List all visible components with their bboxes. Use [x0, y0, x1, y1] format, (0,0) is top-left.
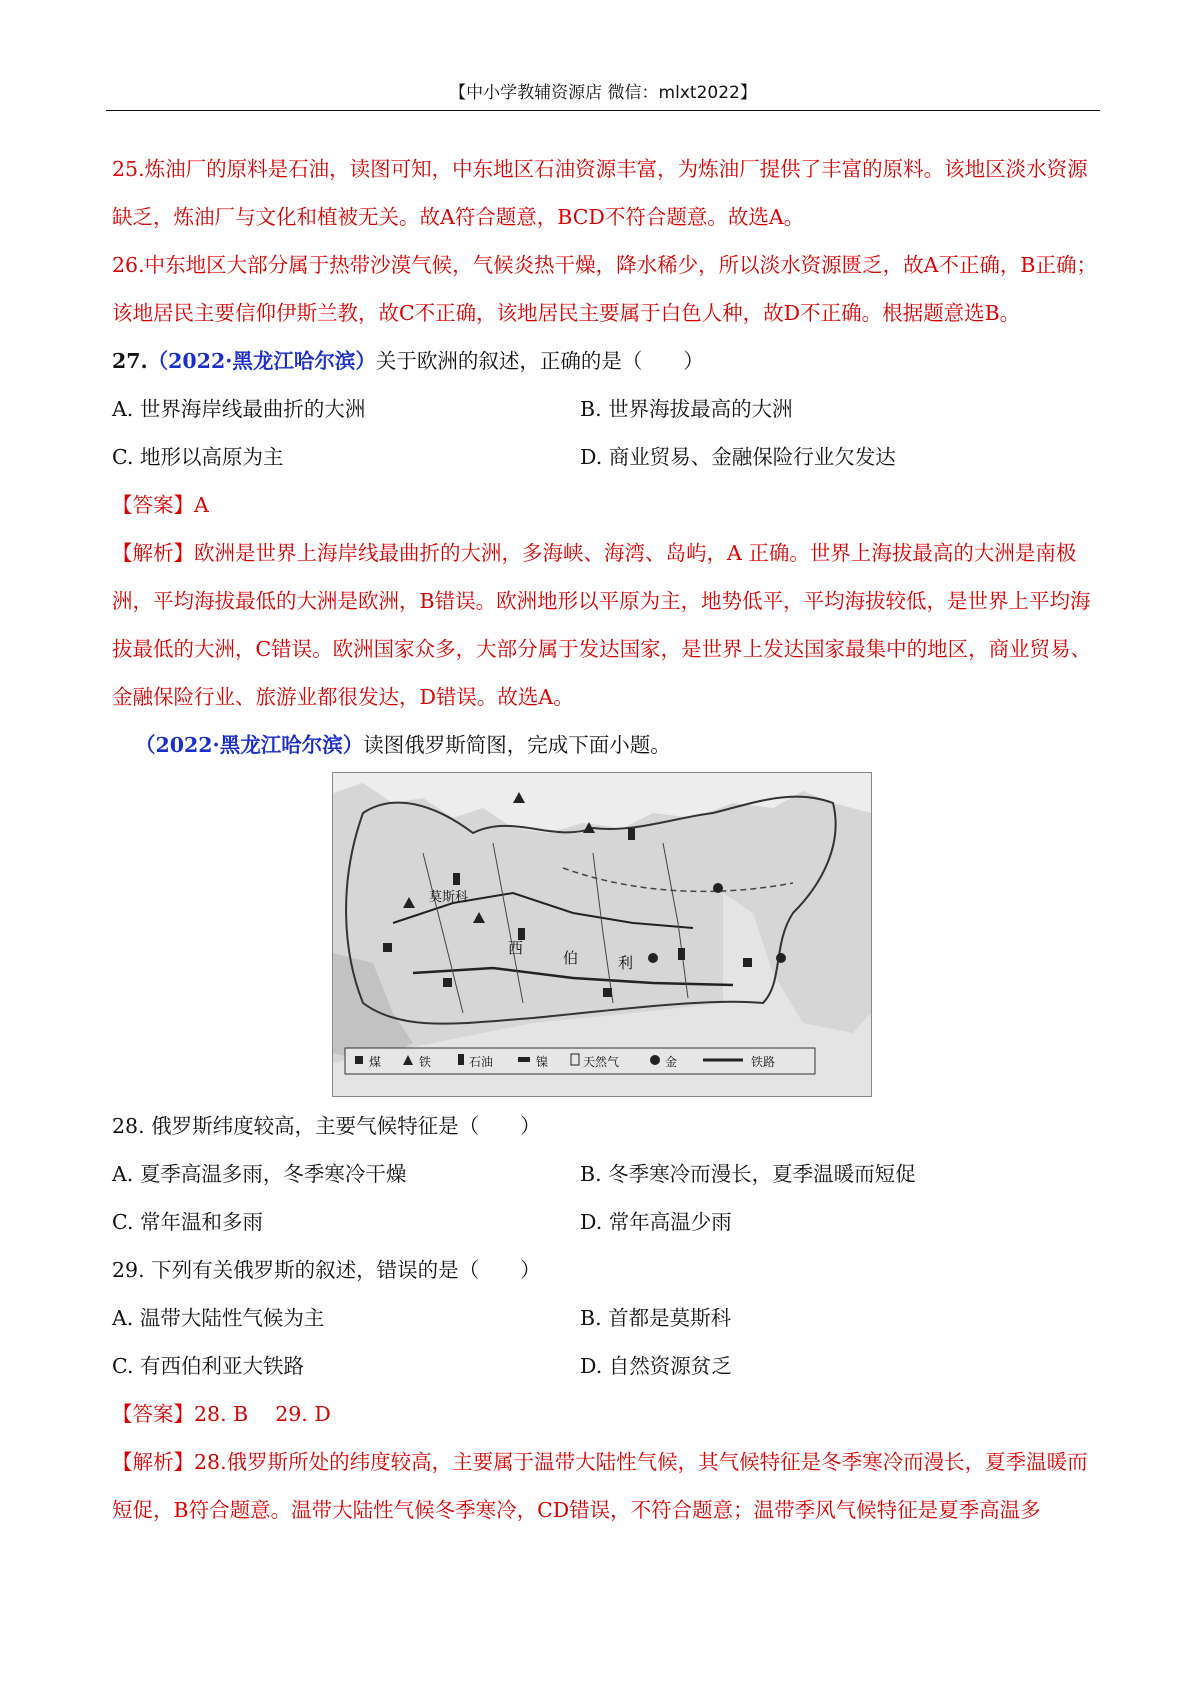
- q28-29-explanation: [112, 1438, 1097, 1534]
- q27-source: （2022·黑龙江哈尔滨）: [147, 349, 376, 373]
- q25-explanation: 25.炼油厂的原料是石油，读图可知，中东地区石油资源丰富，为炼油厂提供了丰富的原料。该地区淡水资源缺乏，炼油厂与文化和植被无关。故A符合题意，BCD不符合题意。故选A。: [112, 157, 1088, 229]
- q27-number: 27.: [112, 349, 148, 373]
- page-header: 【中小学教辅资源店 微信：mlxt2022】: [449, 83, 757, 103]
- q27-explain-text: 欧洲是世界上海岸线最曲折的大洲，多海峡、海湾、岛屿，A 正确。世界上海拔最高的大洲是南极洲，平均海拔最低的大洲是欧洲，B错误。欧洲地形以平原为主，地势低平，平均海拔较低，是世界上平均海拔最低的大洲，C错误。欧洲国家众多，大部分属于发达国家，是世界上发达国家最集中的地区，商业贸易、金融保险行业、旅游业都很发达，D错误。故选A。: [112, 541, 1092, 709]
- legend-oil: 石油: [469, 1055, 494, 1069]
- q28-stem: 28. 俄罗斯纬度较高，主要气候特征是（ ）: [112, 1114, 541, 1138]
- q27-option-c: C. 地形以高原为主: [112, 445, 284, 469]
- map-label-xi: 西: [508, 939, 524, 957]
- legend-railway: 铁路: [751, 1055, 776, 1069]
- q27-answer: [112, 481, 1097, 529]
- q26-explanation: 26.中东地区大部分属于热带沙漠气候，气候炎热干燥，降水稀少，所以淡水资源匮乏，故A不正确，B正确；该地居民主要信仰伊斯兰教，故C不正确，该地居民主要属于白色人种，故D不正确。根据题意选B。: [112, 253, 1097, 325]
- q28-option-b: B. 冬季寒冷而漫长，夏季温暖而短促: [580, 1162, 916, 1186]
- q27-stem-text: 关于欧洲的叙述，正确的是（ ）: [375, 349, 704, 373]
- russia-map: [332, 772, 872, 1097]
- q27-option-a: A. 世界海岸线最曲折的大洲: [112, 397, 366, 421]
- q27-answer-label: 【答案】: [112, 493, 194, 517]
- q27-stem: [112, 337, 1097, 385]
- q28-29-explain-text: 28.俄罗斯所处的纬度较高，主要属于温带大陆性气候，其气候特征是冬季寒冷而漫长，夏季温暖而短促，B符合题意。温带大陆性气候冬季寒冷，CD错误，不符合题意；温带季风气候特征是夏季高温多: [112, 1450, 1088, 1522]
- legend-nickel: 镍: [536, 1055, 549, 1069]
- q27-option-d: D. 商业贸易、金融保险行业欠发达: [580, 445, 896, 469]
- q28-29-explain-label: 【解析】: [112, 1450, 194, 1474]
- q27-explanation: [112, 529, 1097, 721]
- map-label-bo: 伯: [563, 949, 579, 967]
- q27-answer-value: A: [194, 493, 209, 517]
- q28-option-a: A. 夏季高温多雨，冬季寒冷干燥: [112, 1162, 407, 1186]
- q29-stem: 29. 下列有关俄罗斯的叙述，错误的是（ ）: [112, 1258, 541, 1282]
- q28-29-answer-text: 28. B 29. D: [194, 1402, 331, 1426]
- map-label-moscow: 莫斯科: [429, 890, 469, 905]
- group-source: （2022·黑龙江哈尔滨）: [135, 733, 364, 757]
- q28-29-answer-label: 【答案】: [112, 1402, 194, 1426]
- q28-option-d: D. 常年高温少雨: [580, 1210, 732, 1234]
- q29-option-c: C. 有西伯利亚大铁路: [112, 1354, 304, 1378]
- legend-coal: 煤: [369, 1055, 382, 1069]
- legend-iron: 铁: [419, 1055, 432, 1069]
- group-intro: [135, 721, 1095, 769]
- header-divider: [106, 110, 1100, 111]
- q28-option-c: C. 常年温和多雨: [112, 1210, 263, 1234]
- q29-option-b: B. 首都是莫斯科: [580, 1306, 732, 1330]
- legend-gas: 天然气: [583, 1055, 620, 1069]
- q27-option-b: B. 世界海拔最高的大洲: [580, 397, 793, 421]
- q28-29-answer: [112, 1390, 1097, 1438]
- q27-explain-label: 【解析】: [112, 541, 194, 565]
- q29-option-a: A. 温带大陆性气候为主: [112, 1306, 325, 1330]
- map-label-li: 利: [618, 954, 634, 972]
- group-intro-text: 读图俄罗斯简图，完成下面小题。: [363, 733, 671, 757]
- q29-option-d: D. 自然资源贫乏: [580, 1354, 732, 1378]
- legend-gold: 金: [665, 1055, 678, 1069]
